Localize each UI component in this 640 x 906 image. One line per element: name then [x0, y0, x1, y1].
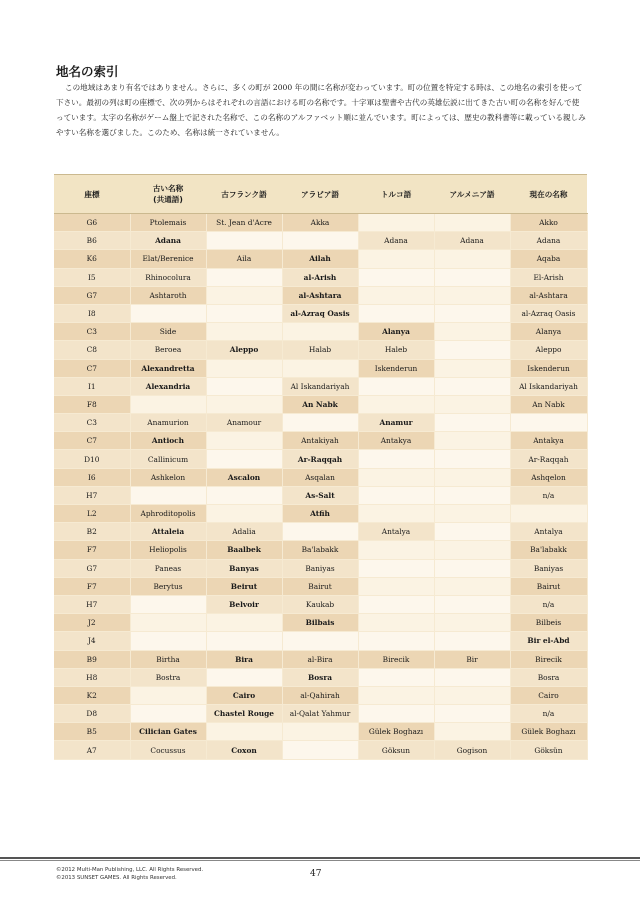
table-row	[54, 668, 587, 686]
table-row	[54, 723, 587, 741]
table-cell: Iskenderun	[358, 359, 434, 377]
table-cell: I6	[54, 468, 130, 486]
table-cell: Cairo	[510, 686, 587, 704]
page-number: 47	[310, 869, 322, 879]
table-row	[54, 614, 587, 632]
table-cell: C7	[54, 359, 130, 377]
table-cell: Antalya	[510, 523, 587, 541]
table-cell: Bilbeis	[510, 614, 587, 632]
column-header: アルメニア語	[434, 175, 510, 214]
table-cell	[434, 686, 510, 704]
table-cell	[358, 377, 434, 395]
table-cell: al-Ashtara	[510, 286, 587, 304]
table-cell: Aleppo	[510, 341, 587, 359]
table-cell	[434, 268, 510, 286]
table-cell: al-Arish	[282, 268, 358, 286]
table-cell: al-Azraq Oasis	[282, 304, 358, 322]
table-cell: C8	[54, 341, 130, 359]
table-cell: Banyas	[206, 559, 282, 577]
table-cell: Antakya	[510, 432, 587, 450]
table-cell	[434, 286, 510, 304]
table-cell: Aqaba	[510, 250, 587, 268]
table-cell	[206, 232, 282, 250]
table-cell: Anamour	[206, 414, 282, 432]
table-cell: As-Salt	[282, 486, 358, 504]
table-cell: Attaleia	[130, 523, 206, 541]
copyright-line-2: ©2013 SUNSET GAMES. All Rights Reserved.	[56, 875, 177, 881]
table-cell: H7	[54, 486, 130, 504]
table-row	[54, 432, 587, 450]
table-cell: al-Bira	[282, 650, 358, 668]
table-cell	[434, 541, 510, 559]
table-cell	[434, 505, 510, 523]
table-row	[54, 505, 587, 523]
table-row	[54, 468, 587, 486]
table-cell: Baniyas	[282, 559, 358, 577]
table-cell: Belvoir	[206, 595, 282, 613]
table-cell: Halab	[282, 341, 358, 359]
table-cell	[206, 304, 282, 322]
table-cell: al-Qalat Yahmur	[282, 705, 358, 723]
table-cell: Ailah	[282, 250, 358, 268]
table-cell	[434, 723, 510, 741]
table-cell	[434, 395, 510, 413]
table-cell	[358, 304, 434, 322]
table-cell	[434, 214, 510, 232]
table-cell: n/a	[510, 705, 587, 723]
table-cell	[130, 395, 206, 413]
table-cell: Gülek Boghazı	[510, 723, 587, 741]
table-cell: Ashtaroth	[130, 286, 206, 304]
column-header: アラビア語	[282, 175, 358, 214]
table-row	[54, 214, 587, 232]
table-cell: Rhinocolura	[130, 268, 206, 286]
table-cell	[434, 595, 510, 613]
table-row	[54, 414, 587, 432]
table-cell: I1	[54, 377, 130, 395]
table-row	[54, 486, 587, 504]
table-cell: Alanya	[510, 323, 587, 341]
column-header: トルコ語	[358, 175, 434, 214]
table-cell	[206, 395, 282, 413]
table-cell	[510, 414, 587, 432]
table-cell	[434, 486, 510, 504]
intro-paragraph: この地域はあまり有名ではありません。さらに、多くの町が 2000 年の間に名称が変わっています。町の位置を特定する時は、この地名の索引を使って下さい。最初の列は町の座標で、次の列からはそれぞれの言語における町の名称です。十字軍は聖書や古代の英雄伝説に出てきた古い町の名称を好んで使っています。太字の名称がゲーム盤上で記された名称で、この名称のアルファベット順に並んでいます。町によっては、歴史の教科書等に載っている親しみやすい名称を選びました。このため、名称は統一されていません。	[56, 83, 586, 137]
table-cell: Akko	[510, 214, 587, 232]
table-cell	[358, 595, 434, 613]
table-cell: F8	[54, 395, 130, 413]
table-cell	[206, 323, 282, 341]
table-cell: D10	[54, 450, 130, 468]
table-cell	[206, 668, 282, 686]
table-cell	[358, 632, 434, 650]
table-cell: Bostra	[130, 668, 206, 686]
table-cell: G6	[54, 214, 130, 232]
table-cell: Al Iskandariyah	[510, 377, 587, 395]
table-cell: Paneas	[130, 559, 206, 577]
table-cell: Adana	[130, 232, 206, 250]
table-cell: An Nabk	[282, 395, 358, 413]
table-row	[54, 559, 587, 577]
table-cell: Chastel Rouge	[206, 705, 282, 723]
table-cell: Gogison	[434, 741, 510, 759]
table-cell: Side	[130, 323, 206, 341]
table-cell: Ashqelon	[510, 468, 587, 486]
table-cell: Ashkelon	[130, 468, 206, 486]
table-cell: Birecik	[358, 650, 434, 668]
table-cell: C7	[54, 432, 130, 450]
table-row	[54, 395, 587, 413]
table-cell: Ascalon	[206, 468, 282, 486]
table-cell	[130, 486, 206, 504]
table-row	[54, 577, 587, 595]
table-cell: J2	[54, 614, 130, 632]
table-cell: I8	[54, 304, 130, 322]
table-cell: C3	[54, 323, 130, 341]
table-cell	[206, 286, 282, 304]
table-cell	[282, 632, 358, 650]
table-cell	[358, 668, 434, 686]
copyright-line-1: ©2012 Multi-Man Publishing, LLC. All Rights Reserved.	[56, 867, 204, 873]
table-cell: Bairut	[282, 577, 358, 595]
table-cell	[206, 505, 282, 523]
table-cell	[130, 595, 206, 613]
table-cell: Göksün	[510, 741, 587, 759]
table-cell	[434, 359, 510, 377]
table-cell: Antioch	[130, 432, 206, 450]
table-row	[54, 541, 587, 559]
table-cell	[282, 359, 358, 377]
table-row	[54, 377, 587, 395]
table-cell: A7	[54, 741, 130, 759]
table-cell: Ba'labakk	[282, 541, 358, 559]
footer-rule-thin	[0, 860, 640, 861]
table-cell	[282, 414, 358, 432]
table-row	[54, 523, 587, 541]
table-cell	[206, 359, 282, 377]
table-cell: Baniyas	[510, 559, 587, 577]
table-cell: Iskenderun	[510, 359, 587, 377]
table-cell: Bira	[206, 650, 282, 668]
table-cell	[434, 432, 510, 450]
column-header: 座標	[54, 175, 130, 214]
table-cell: Akka	[282, 214, 358, 232]
table-cell: Birtha	[130, 650, 206, 668]
table-cell	[434, 341, 510, 359]
table-cell	[206, 268, 282, 286]
table-cell: Elat/Berenice	[130, 250, 206, 268]
table-cell	[130, 304, 206, 322]
table-cell: B9	[54, 650, 130, 668]
table-cell	[434, 668, 510, 686]
table-body	[54, 214, 587, 760]
column-header: 現在の名称	[510, 175, 587, 214]
table-cell	[434, 577, 510, 595]
table-row	[54, 268, 587, 286]
table-cell: Bilbais	[282, 614, 358, 632]
table-cell: H8	[54, 668, 130, 686]
table-cell: F7	[54, 577, 130, 595]
table-cell: Bosra	[510, 668, 587, 686]
table-cell: Antakiyah	[282, 432, 358, 450]
table-cell: Cairo	[206, 686, 282, 704]
table-cell	[282, 232, 358, 250]
table-cell: Birecik	[510, 650, 587, 668]
table-row	[54, 341, 587, 359]
footer-rule	[0, 857, 640, 859]
table-cell: Bir el-Abd	[510, 632, 587, 650]
table-cell: Beirut	[206, 577, 282, 595]
table-cell: Alanya	[358, 323, 434, 341]
table-cell: Antalya	[358, 523, 434, 541]
table-cell: al-Qahirah	[282, 686, 358, 704]
page-title: 地名の索引	[56, 64, 119, 79]
table-cell: n/a	[510, 595, 587, 613]
table-cell	[358, 614, 434, 632]
table-cell	[358, 559, 434, 577]
table-cell: Anamurion	[130, 414, 206, 432]
table-row	[54, 250, 587, 268]
table-row	[54, 632, 587, 650]
table-cell	[434, 523, 510, 541]
table-cell: Bosra	[282, 668, 358, 686]
table-cell: An Nabk	[510, 395, 587, 413]
table-cell: al-Azraq Oasis	[510, 304, 587, 322]
table-cell	[358, 395, 434, 413]
table-cell	[130, 686, 206, 704]
table-cell	[206, 450, 282, 468]
table-row	[54, 686, 587, 704]
table-cell: Aleppo	[206, 341, 282, 359]
table-cell	[434, 377, 510, 395]
table-cell	[206, 723, 282, 741]
column-header: 古い名称 (共通語)	[130, 175, 206, 214]
table-cell	[358, 450, 434, 468]
table-cell: B2	[54, 523, 130, 541]
table-cell: Adana	[434, 232, 510, 250]
table-row	[54, 323, 587, 341]
table-cell	[510, 505, 587, 523]
table-cell	[434, 414, 510, 432]
table-cell	[282, 523, 358, 541]
table-cell	[434, 705, 510, 723]
table-cell: Aphroditopolis	[130, 505, 206, 523]
copyright-notice	[56, 866, 203, 882]
table-row	[54, 595, 587, 613]
table-cell: G7	[54, 286, 130, 304]
table-cell: H7	[54, 595, 130, 613]
table-cell	[358, 468, 434, 486]
table-cell: Kaukab	[282, 595, 358, 613]
table-cell: Ar-Raqqah	[282, 450, 358, 468]
table-cell	[206, 377, 282, 395]
table-cell	[434, 559, 510, 577]
table-cell	[358, 486, 434, 504]
table-cell	[358, 686, 434, 704]
table-cell: Gülek Boghazı	[358, 723, 434, 741]
table-cell: L2	[54, 505, 130, 523]
table-cell: Cilician Gates	[130, 723, 206, 741]
table-cell	[358, 577, 434, 595]
table-cell: J4	[54, 632, 130, 650]
table-cell	[130, 632, 206, 650]
table-row	[54, 304, 587, 322]
table-cell	[434, 450, 510, 468]
table-row	[54, 450, 587, 468]
table-cell: Ptolemais	[130, 214, 206, 232]
table-cell: G7	[54, 559, 130, 577]
table-cell	[282, 741, 358, 759]
table-cell	[282, 723, 358, 741]
table-cell: Göksun	[358, 741, 434, 759]
table-cell	[206, 614, 282, 632]
table-cell: F7	[54, 541, 130, 559]
table-cell: C3	[54, 414, 130, 432]
table-cell: Haleb	[358, 341, 434, 359]
table-cell	[434, 250, 510, 268]
table-cell: Asqalan	[282, 468, 358, 486]
table-cell	[358, 705, 434, 723]
table-row	[54, 741, 587, 759]
place-name-index-table	[54, 174, 587, 760]
table-row	[54, 705, 587, 723]
table-cell: Baalbek	[206, 541, 282, 559]
table-cell: Al Iskandariyah	[282, 377, 358, 395]
table-cell: Adana	[510, 232, 587, 250]
table-cell: Bir	[434, 650, 510, 668]
table-cell: Beroea	[130, 341, 206, 359]
table-cell: B6	[54, 232, 130, 250]
table-cell: Bairut	[510, 577, 587, 595]
column-header: 古フランク語	[206, 175, 282, 214]
table-row	[54, 286, 587, 304]
table-cell	[434, 632, 510, 650]
table-cell: Coxon	[206, 741, 282, 759]
table-header-row	[54, 175, 587, 214]
table-cell: Cocussus	[130, 741, 206, 759]
table-cell	[358, 286, 434, 304]
table-cell: Antakya	[358, 432, 434, 450]
table-cell	[206, 486, 282, 504]
table-cell	[358, 541, 434, 559]
table-cell: al-Ashtara	[282, 286, 358, 304]
table-cell: D8	[54, 705, 130, 723]
table-cell: Ar-Raqqah	[510, 450, 587, 468]
table-cell	[434, 614, 510, 632]
table-cell: Berytus	[130, 577, 206, 595]
table-cell: Atfih	[282, 505, 358, 523]
table-row	[54, 232, 587, 250]
table-cell	[358, 505, 434, 523]
table-cell: Anamur	[358, 414, 434, 432]
table-cell	[434, 323, 510, 341]
table-cell	[130, 705, 206, 723]
table-cell: Heliopolis	[130, 541, 206, 559]
table-cell: K2	[54, 686, 130, 704]
table-cell: Aila	[206, 250, 282, 268]
table-cell: I5	[54, 268, 130, 286]
table-cell	[206, 432, 282, 450]
table-cell	[282, 323, 358, 341]
table-cell: El-Arish	[510, 268, 587, 286]
table-cell	[434, 468, 510, 486]
table-cell: Adalia	[206, 523, 282, 541]
table-cell: Alexandretta	[130, 359, 206, 377]
table-row	[54, 359, 587, 377]
table-cell: Alexandria	[130, 377, 206, 395]
table-cell	[358, 250, 434, 268]
table-cell: n/a	[510, 486, 587, 504]
table-cell: K6	[54, 250, 130, 268]
table-cell	[358, 214, 434, 232]
table-cell: Adana	[358, 232, 434, 250]
table-row	[54, 650, 587, 668]
table-cell	[434, 304, 510, 322]
table-cell	[358, 268, 434, 286]
table-cell	[130, 614, 206, 632]
table-cell: B5	[54, 723, 130, 741]
table-cell: Callinicum	[130, 450, 206, 468]
table-cell: St. Jean d'Acre	[206, 214, 282, 232]
table-cell	[206, 632, 282, 650]
table-cell: Ba'labakk	[510, 541, 587, 559]
